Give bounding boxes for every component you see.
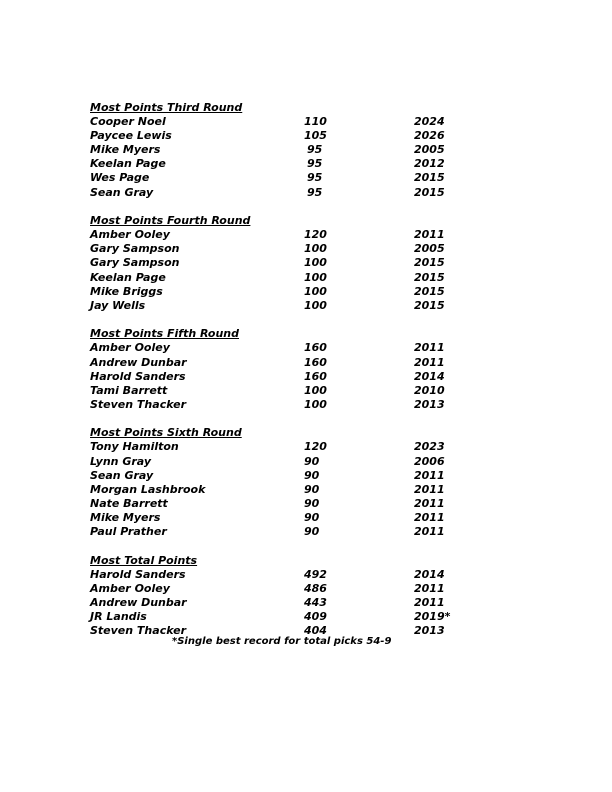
points-value: 110 xyxy=(304,115,327,129)
player-name: Steven Thacker xyxy=(90,397,187,411)
year-value: 2012 xyxy=(414,157,445,171)
points-value: 105 xyxy=(304,129,327,143)
player-name: Harold Sanders xyxy=(90,567,186,581)
year-value: 2024 xyxy=(414,115,445,129)
year-value: 2005 xyxy=(414,242,445,256)
player-name: Amber Ooley xyxy=(90,581,170,595)
year-value: 2013 xyxy=(414,624,445,638)
player-name: Harold Sanders xyxy=(90,369,186,383)
section-heading: Most Points Fifth Round xyxy=(90,327,239,341)
year-value: 2011 xyxy=(414,341,445,355)
points-value: 90 xyxy=(304,468,320,482)
year-value: 2011 xyxy=(414,355,445,369)
record-row xyxy=(90,129,470,143)
points-value: 95 xyxy=(307,171,323,185)
record-row xyxy=(90,511,470,525)
player-name: Wes Page xyxy=(90,171,150,185)
player-name: Sean Gray xyxy=(90,468,154,482)
player-name: Steven Thacker xyxy=(90,624,187,638)
player-name: Cooper Noel xyxy=(90,115,166,129)
points-value: 90 xyxy=(304,510,320,524)
record-row xyxy=(90,171,470,185)
points-value: 160 xyxy=(304,341,327,355)
player-name: Keelan Page xyxy=(90,157,166,171)
player-name: Mike Myers xyxy=(90,143,161,157)
player-name: Mike Myers xyxy=(90,510,161,524)
record-row xyxy=(90,299,470,313)
player-name: Keelan Page xyxy=(90,270,166,284)
points-value: 90 xyxy=(304,482,320,496)
points-value: 100 xyxy=(304,284,327,298)
record-row xyxy=(90,271,470,285)
year-value: 2011 xyxy=(414,496,445,510)
year-value: 2011 xyxy=(414,525,445,539)
points-value: 100 xyxy=(304,242,327,256)
section-heading: Most Total Points xyxy=(90,553,198,567)
year-value: 2019* xyxy=(414,610,451,623)
year-value: 2006 xyxy=(414,454,445,468)
record-row xyxy=(90,242,470,256)
record-row xyxy=(90,440,470,454)
record-row xyxy=(90,525,470,539)
year-value: 2014 xyxy=(414,567,445,581)
player-name: Gary Sampson xyxy=(90,242,180,256)
points-value: 100 xyxy=(304,397,327,411)
year-value: 2015 xyxy=(414,171,445,185)
player-name: Sean Gray xyxy=(90,185,154,199)
record-row xyxy=(90,285,470,299)
player-name: Nate Barrett xyxy=(90,496,168,510)
record-row xyxy=(90,497,470,511)
year-value: 2011 xyxy=(414,482,445,496)
points-value: 95 xyxy=(307,143,323,157)
year-value: 2005 xyxy=(414,143,445,157)
year-value: 2011 xyxy=(414,510,445,524)
record-row xyxy=(90,398,470,412)
points-value: 492 xyxy=(304,567,327,581)
points-value: 100 xyxy=(304,298,327,312)
record-row xyxy=(90,596,470,610)
section-heading: Most Points Fourth Round xyxy=(90,214,251,228)
year-value: 2015 xyxy=(414,185,445,199)
player-name: Paul Prather xyxy=(90,525,167,539)
player-name: Lynn Gray xyxy=(90,454,152,468)
player-name: Morgan Lashbrook xyxy=(90,482,206,496)
year-value: 2011 xyxy=(414,228,445,242)
record-row xyxy=(90,356,470,370)
record-row xyxy=(90,143,470,157)
record-row xyxy=(90,228,470,242)
section-fifth-round xyxy=(90,327,470,412)
record-row xyxy=(90,384,470,398)
record-row xyxy=(90,341,470,355)
record-row xyxy=(90,370,470,384)
player-name: Mike Briggs xyxy=(90,284,163,298)
section-sixth-round xyxy=(90,426,470,539)
points-value: 443 xyxy=(304,595,327,609)
section-total-points xyxy=(90,554,470,639)
section-heading: Most Points Sixth Round xyxy=(90,426,242,440)
year-value: 2011 xyxy=(414,581,445,595)
year-value: 2011 xyxy=(414,468,445,482)
record-row xyxy=(90,256,470,270)
points-value: 409 xyxy=(304,610,327,623)
points-value: 160 xyxy=(304,355,327,369)
year-value: 2013 xyxy=(414,397,445,411)
player-name: Paycee Lewis xyxy=(90,129,172,143)
points-value: 90 xyxy=(304,496,320,510)
player-name: Amber Ooley xyxy=(90,228,170,242)
points-value: 95 xyxy=(307,157,323,171)
points-value: 120 xyxy=(304,228,327,242)
points-value: 486 xyxy=(304,581,327,595)
record-row xyxy=(90,186,470,200)
year-value: 2015 xyxy=(414,298,445,312)
record-row xyxy=(90,582,470,596)
player-name: Andrew Dunbar xyxy=(90,355,187,369)
record-row xyxy=(90,483,470,497)
points-value: 90 xyxy=(304,454,320,468)
record-row xyxy=(90,610,470,624)
points-value: 404 xyxy=(304,624,327,638)
record-row xyxy=(90,115,470,129)
points-value: 100 xyxy=(304,383,327,397)
record-row xyxy=(90,469,470,483)
player-name: Jay Wells xyxy=(90,298,146,312)
year-value: 2015 xyxy=(414,256,445,270)
player-name: Tony Hamilton xyxy=(90,440,179,454)
points-value: 100 xyxy=(304,270,327,284)
player-name: JR Landis xyxy=(90,610,147,623)
player-name: Tami Barrett xyxy=(90,383,168,397)
year-value: 2015 xyxy=(414,270,445,284)
section-third-round xyxy=(90,101,470,200)
year-value: 2015 xyxy=(414,284,445,298)
year-value: 2026 xyxy=(414,129,445,143)
year-value: 2014 xyxy=(414,369,445,383)
record-row xyxy=(90,568,470,582)
points-value: 100 xyxy=(304,256,327,270)
points-value: 120 xyxy=(304,440,327,454)
player-name: Amber Ooley xyxy=(90,341,170,355)
points-value: 160 xyxy=(304,369,327,383)
points-value: 95 xyxy=(307,185,323,199)
player-name: Gary Sampson xyxy=(90,256,180,270)
footnote: *Single best record for total picks 54-9 xyxy=(172,636,392,647)
section-heading: Most Points Third Round xyxy=(90,101,243,114)
year-value: 2010 xyxy=(414,383,445,397)
year-value: 2011 xyxy=(414,595,445,609)
records-document xyxy=(90,101,470,653)
player-name: Andrew Dunbar xyxy=(90,595,187,609)
section-fourth-round xyxy=(90,214,470,313)
year-value: 2023 xyxy=(414,440,445,454)
points-value: 90 xyxy=(304,525,320,539)
record-row xyxy=(90,455,470,469)
record-row xyxy=(90,157,470,171)
